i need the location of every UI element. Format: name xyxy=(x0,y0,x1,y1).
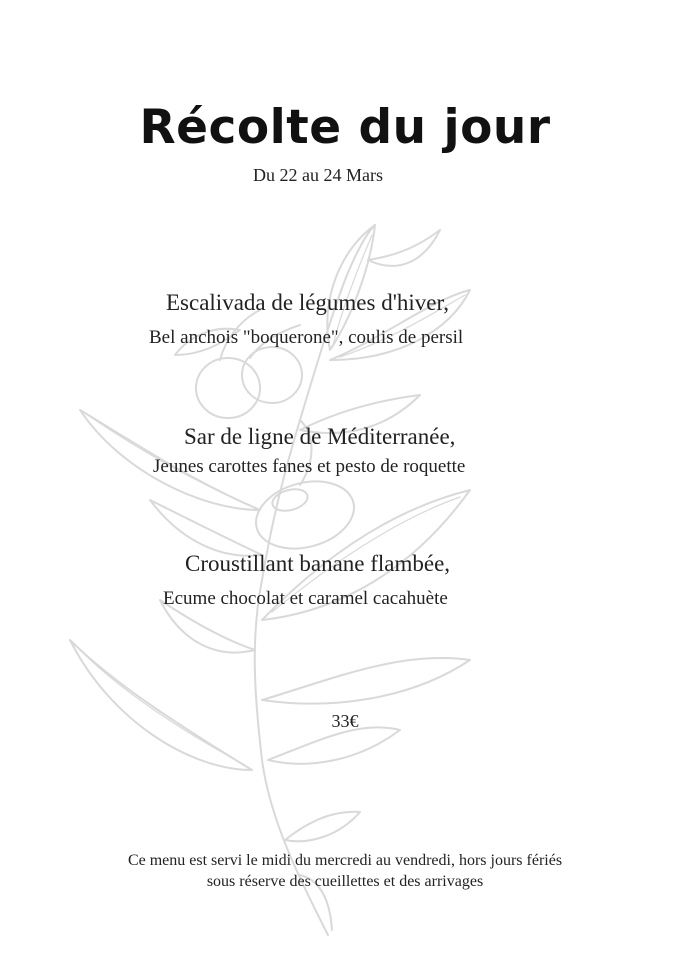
dish-1-description: Bel anchois "boquerone", coulis de persil xyxy=(149,327,464,348)
dish-3-description: Ecume chocolat et caramel cacahuète xyxy=(163,588,448,609)
dish-2-title: Sar de ligne de Méditerranée, xyxy=(184,424,456,449)
dish-2-description: Jeunes carottes fanes et pesto de roquette xyxy=(153,456,466,477)
footer-line-1: Ce menu est servi le midi du mercredi au vendredi, hors jours fériés xyxy=(127,852,563,869)
menu-price: 33€ xyxy=(331,711,359,731)
dish-3-title: Croustillant banane flambée, xyxy=(185,551,451,576)
menu-footer xyxy=(0,850,690,892)
footer-line-2: sous réserve des cueillettes et des arrivages xyxy=(206,873,484,890)
menu-title: Récolte du jour xyxy=(139,100,551,155)
menu-dates: Du 22 au 24 Mars xyxy=(253,165,383,185)
dish-1-title: Escalivada de légumes d'hiver, xyxy=(166,290,449,315)
